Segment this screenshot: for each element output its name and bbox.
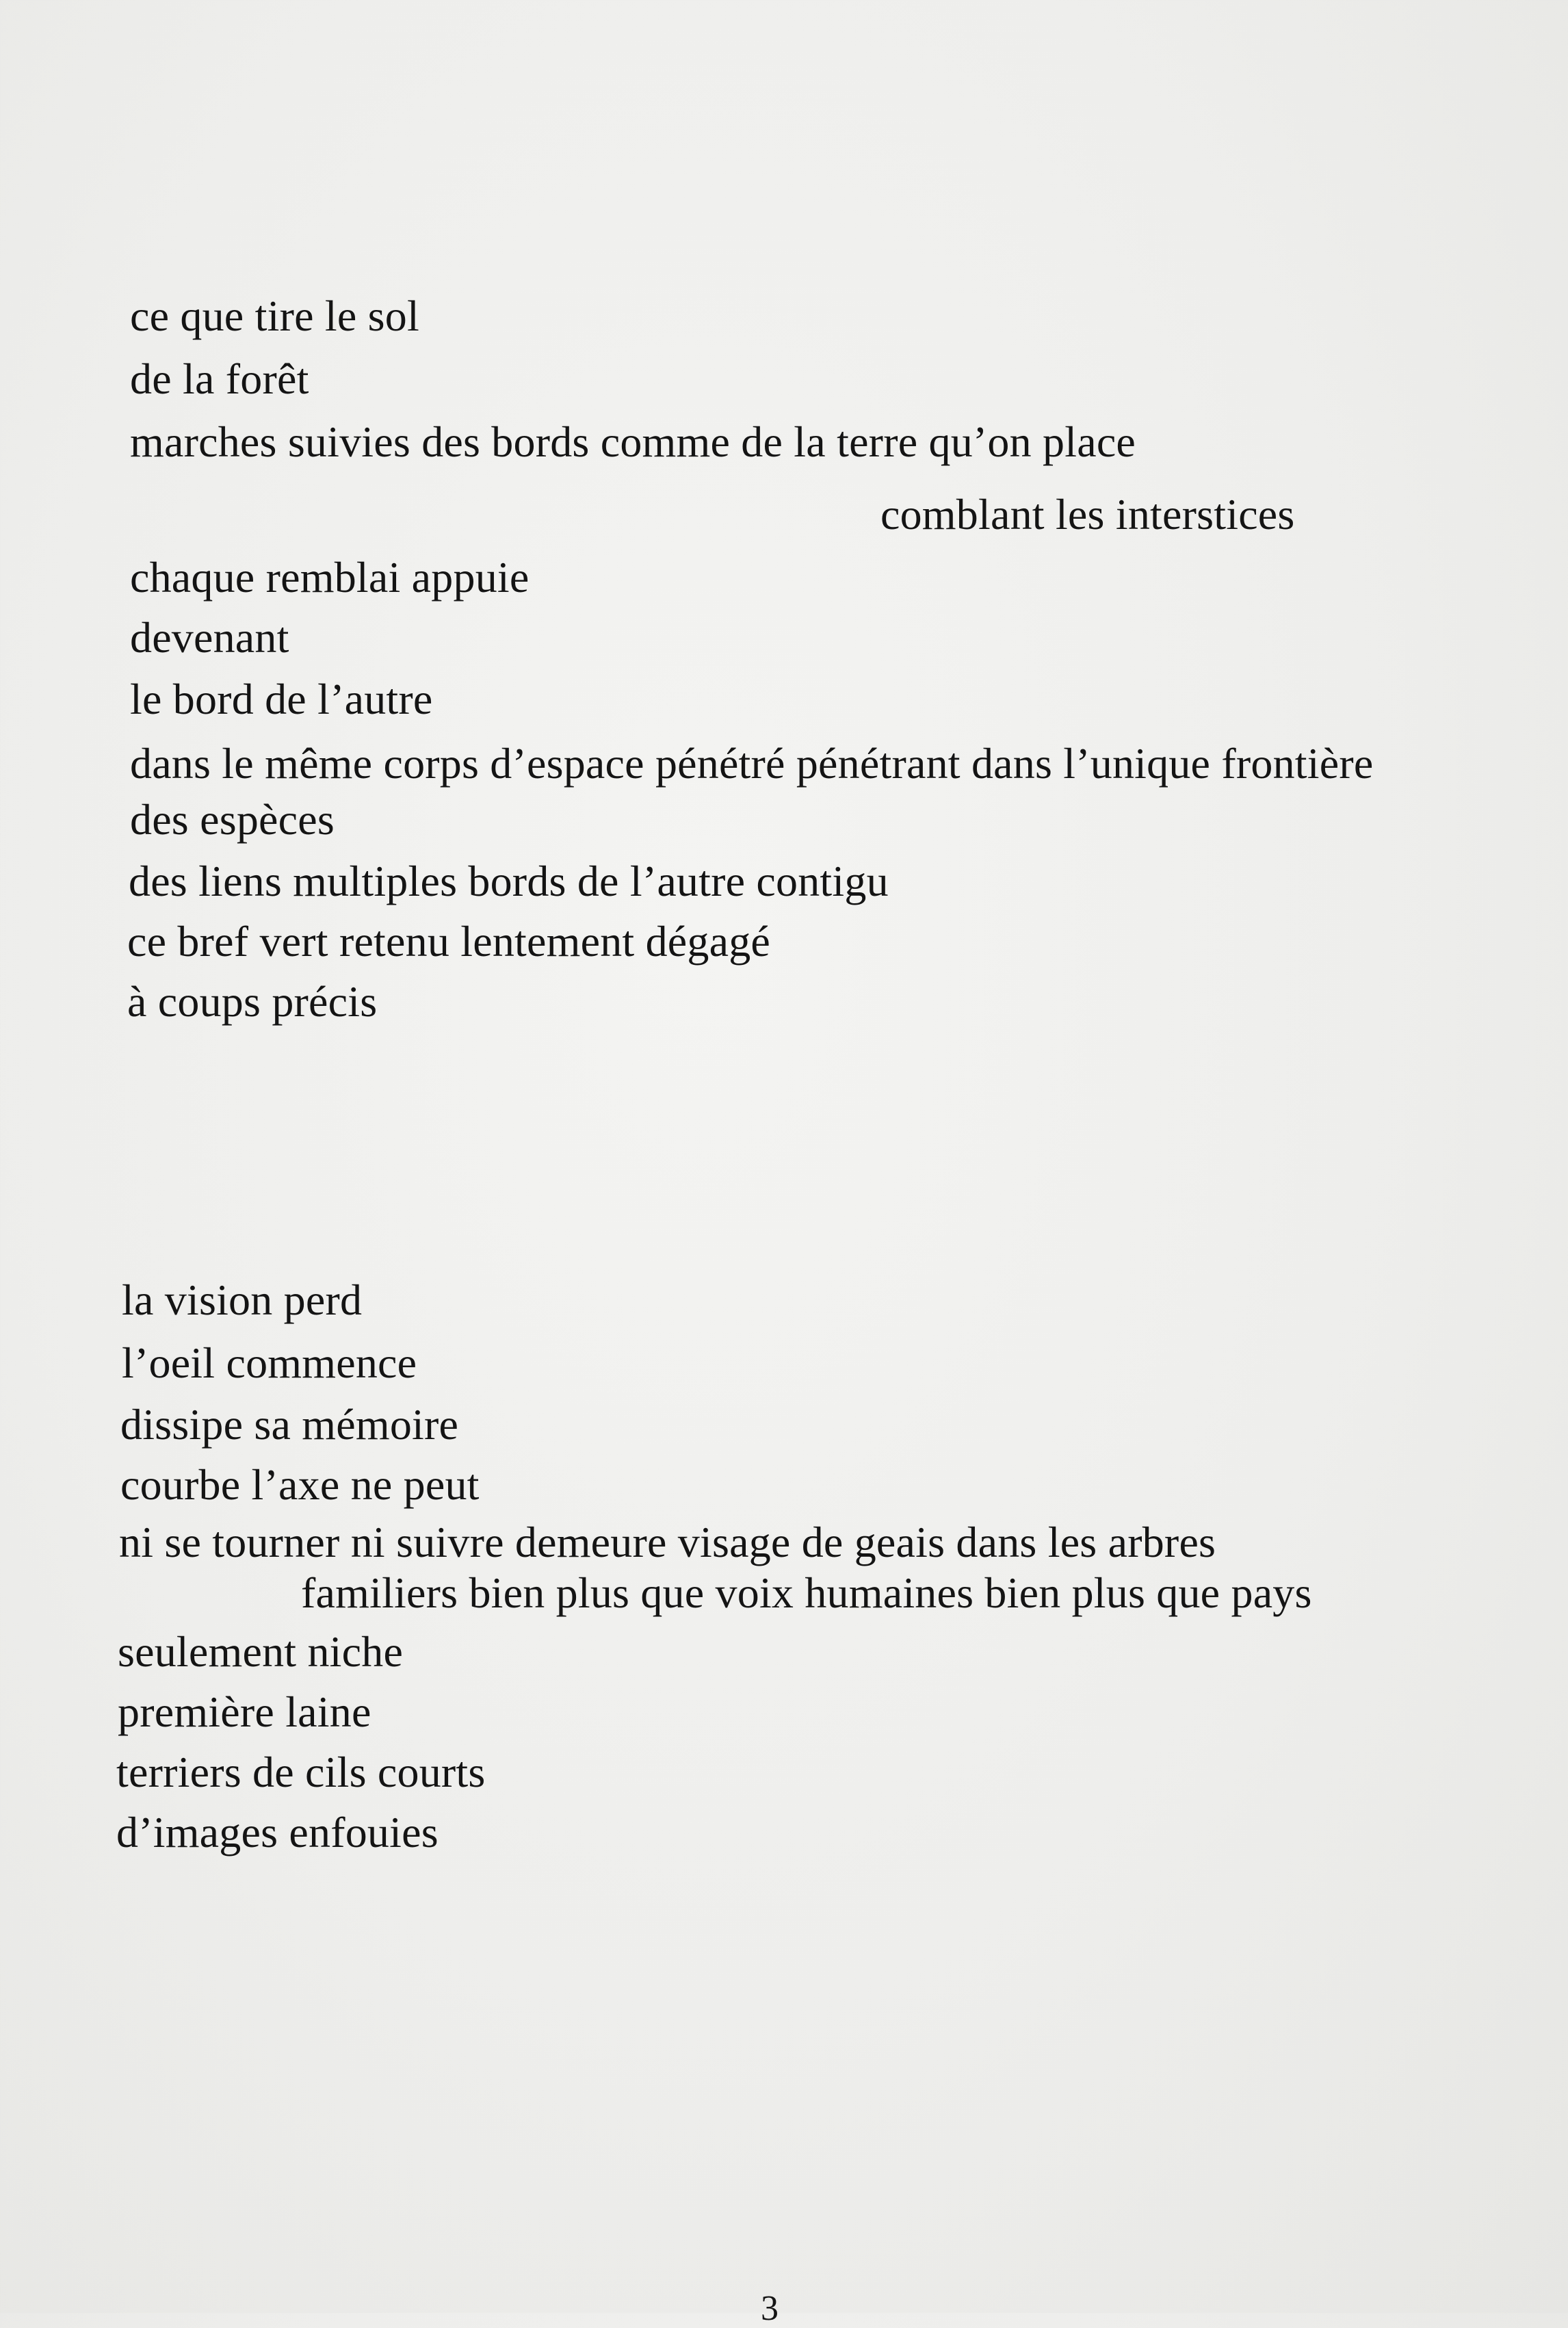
poem-line: à coups précis [127,977,378,1026]
poem-line-indented: familiers bien plus que voix humaines bien plus que pays [301,1568,1312,1617]
poem-line: d’images enfouies [116,1808,439,1857]
poem-line: marches suivies des bords comme de la terre qu’on place [130,417,1136,466]
poem-line: courbe l’axe ne peut [120,1460,480,1509]
poem-line: des liens multiples bords de l’autre contigu [129,857,889,905]
poem-line: première laine [118,1687,371,1736]
poem-line-indented: comblant les interstices [880,490,1295,539]
poem-line: dans le même corps d’espace pénétré pénétrant dans l’unique frontière [130,739,1374,788]
poem-line: ce bref vert retenu lentement dégagé [127,917,771,966]
poem-line: seulement niche [118,1627,404,1676]
poem-line: l’oeil commence [122,1338,417,1387]
poem-line: dissipe sa mémoire [120,1400,459,1449]
poem-line: le bord de l’autre [130,675,433,723]
poem-line: chaque remblai appuie [130,553,530,602]
poem-line: devenant [130,613,289,662]
poem-line: ce que tire le sol [130,292,419,340]
page-number: 3 [761,2289,779,2328]
poem-line: ni se tourner ni suivre demeure visage de geais dans les arbres [119,1518,1216,1566]
poem-line: de la forêt [130,354,309,403]
poem-line: terriers de cils courts [116,1748,486,1796]
poem-line: la vision perd [122,1276,363,1324]
poem-line: des espèces [130,795,335,844]
